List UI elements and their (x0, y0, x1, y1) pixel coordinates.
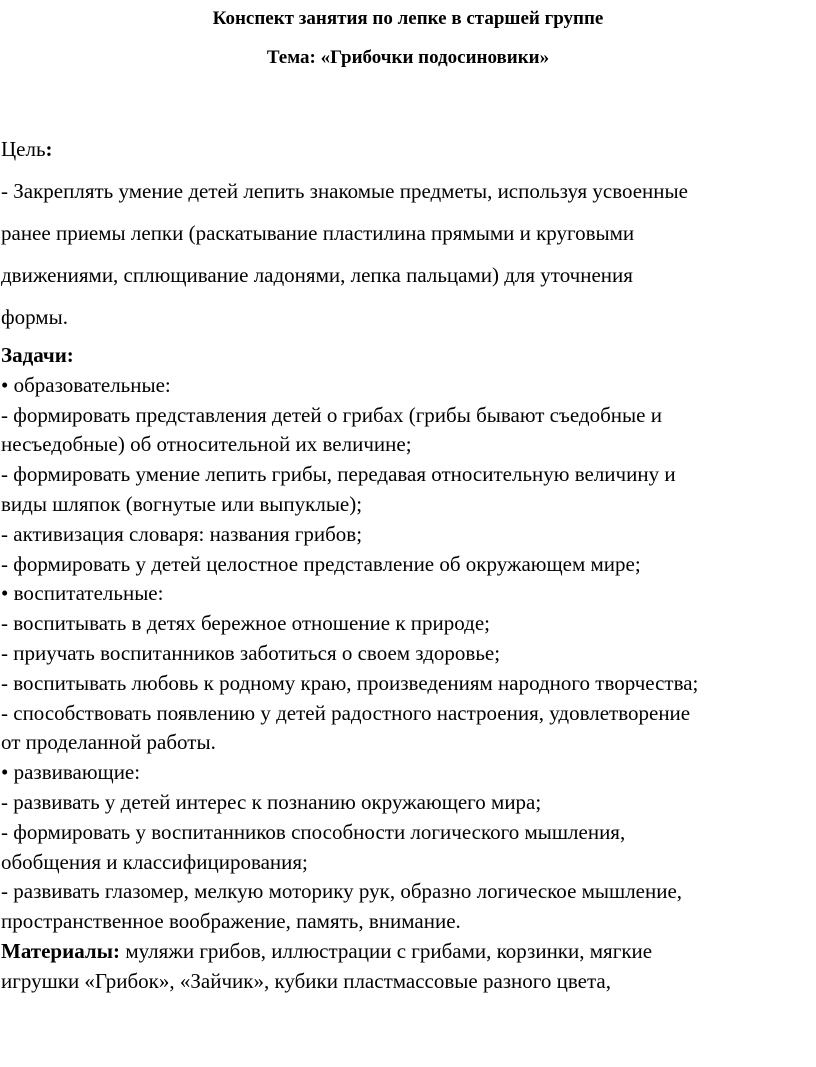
goal-section (1, 128, 813, 338)
task-line: - формировать у воспитанников способности логического мышления, (1, 819, 626, 844)
task-line: - способствовать появлению у детей радостного настроения, удовлетворение (1, 700, 691, 725)
tasks-heading: Задачи: (1, 343, 74, 367)
task-line: несъедобные) об относительной их величине; (1, 432, 412, 457)
task-line: - активизация словаря: названия грибов; (1, 521, 363, 546)
goal-line: - Закреплять умение детей лепить знакомые предметы, используя усвоенные (1, 179, 688, 203)
materials-label: Материалы: (1, 938, 121, 963)
task-line: - воспитывать в детях бережное отношение к природе; (1, 611, 490, 636)
task-line: • воспитательные: (1, 581, 164, 606)
goal-label-colon: : (45, 137, 53, 161)
goal-label-text: Цель (1, 137, 46, 161)
goal-label (1, 128, 813, 170)
materials-line: игрушки «Грибок», «Зайчик», кубики пластмассовые разного цвета, (1, 968, 611, 993)
goal-line: движениями, сплющивание ладонями, лепка пальцами) для уточнения (1, 263, 633, 287)
task-line: • развивающие: (1, 760, 141, 785)
goal-line: формы. (1, 305, 68, 329)
task-line: - развивать у детей интерес к познанию окружающего мира; (1, 789, 542, 814)
task-line: - формировать у детей целостное представление об окружающем мире; (1, 551, 641, 576)
task-line: - формировать умение лепить грибы, передавая относительную величину и (1, 462, 676, 487)
tasks-section (1, 341, 816, 997)
task-line: от проделанной работы. (1, 730, 216, 755)
goal-line: ранее приемы лепки (раскатывание пластилина прямыми и круговыми (1, 221, 635, 245)
materials-text: муляжи грибов, иллюстрации с грибами, корзинки, мягкие (120, 938, 653, 963)
document-title: Конспект занятия по лепке в старшей группе (212, 8, 604, 29)
task-line: виды шляпок (вогнутые или выпуклые); (1, 491, 363, 516)
task-line: - развивать глазомер, мелкую моторику рук, образно логическое мышление, (1, 879, 683, 904)
materials-line (1, 937, 816, 967)
task-line: обобщения и классифицирования; (1, 849, 308, 874)
document-topic: Тема: «Грибочки подосиновики» (266, 47, 550, 68)
task-line: • образовательные: (1, 372, 171, 397)
task-line: пространственное воображение, память, внимание. (1, 909, 461, 934)
task-line: - формировать представления детей о грибах (грибы бывают съедобные и (1, 402, 662, 427)
task-line: - приучать воспитанников заботиться о своем здоровье; (1, 640, 501, 665)
task-line: - воспитывать любовь к родному краю, произведениям народного творчества; (1, 670, 699, 695)
